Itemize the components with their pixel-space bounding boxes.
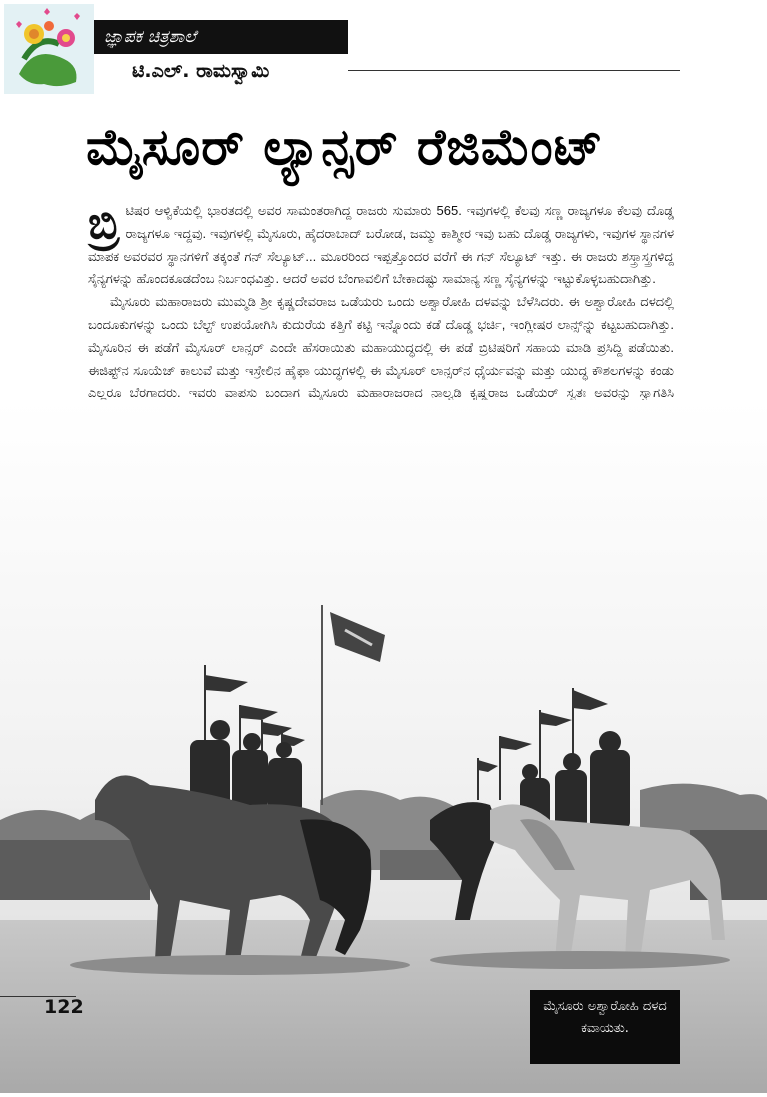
section-label: ಜ್ಞಾಪಕ ಚಿತ್ರಶಾಲೆ [94,20,348,54]
drop-cap: ಬ್ರಿ [88,199,120,248]
paragraph-1 [88,200,674,291]
flower-logo-icon [4,4,94,94]
paragraph-2: ಮೈಸೂರು ಮಹಾರಾಜರು ಮುಮ್ಮಡಿ ಶ್ರೀ ಕೃಷ್ಣದೇವರಾಜ ಒಡೆಯರು ಒಂದು ಅಶ್ವಾರೋಹಿ ದಳವನ್ನು ಬೆಳೆಸಿದರು. ಈ ಅಶ್ವಾರೋಹಿ ದಳದಲ್ಲಿ ಬಂದೂಕುಗಳನ್ನು ಒಂದು ಬೆಲ್ಟ್ ಉಪಯೋಗಿಸಿ ಕುದುರೆಯ ಕತ್ತಿಗೆ ಕಟ್ಟಿ ಇನ್ನೊಂದು ಕಡೆ ದೊಡ್ಡ ಭರ್ಚಿ, ಇಂಗ್ಲೀಷರ ಲಾನ್ಸ್‌ನ್ನು ಕಟ್ಟಬಹುದಾಗಿತ್ತು. ಮೈಸೂರಿನ ಈ ಪಡೆಗೆ ಮೈಸೂರ್ ಲಾನ್ಸರ್ ಎಂದೇ ಹೆಸರಾಯಿತು ಮಹಾಯುದ್ಧದಲ್ಲಿ ಈ ಪಡೆ ಬ್ರಿಟಿಷರಿಗೆ ಸಹಾಯ ಮಾಡಿ ಪ್ರಸಿದ್ದಿ ಪಡೆಯಿತು. ಈಜಿಪ್ಟ್‌ನ ಸೂಯೆಜ್ ಕಾಲುವೆ ಮತ್ತು ಇಸ್ರೇಲಿನ ಹೈಫಾ ಯುದ್ಧಗಳಲ್ಲಿ ಈ ಮೈಸೂರ್ ಲಾನ್ಸರ್‌ನ ಧೈರ್ಯವನ್ನು ಮತ್ತು ಯುದ್ಧ ಕೌಶಲಗಳನ್ನು ಕಂಡು ಎಲ್ಲರೂ ಬೆರಗಾದರು. ಇವರು ವಾಪಸು ಬಂದಾಗ ಮೈಸೂರು ಮಹಾರಾಜರಾದ ನಾಲ್ವಡಿ ಕೃಷ್ಣರಾಜ ಒಡೆಯರ್ ಸ್ವತಃ ಅವರನ್ನು ಸ್ವಾಗತಿಸಿ [88,294,674,401]
author-name: ಟಿ.ಎಲ್. ರಾಮಸ್ವಾಮಿ [132,60,270,82]
header-divider [348,70,680,71]
magazine-logo [4,4,94,94]
article-title: ಮೈಸೂರ್ ಲ್ಯಾನ್ಸರ್ ರೆಜಿಮೆಂಟ್ [86,118,604,176]
paragraph-1-text: ಟಿಷರ ಆಳ್ವಿಕೆಯಲ್ಲಿ ಭಾರತದಲ್ಲಿ ಅವರ ಸಾಮಂತರಾಗಿದ್ದ ರಾಜರು ಸುಮಾರು 565. ಇವುಗಳಲ್ಲಿ ಕೆಲವು ಸಣ್ಣ ರಾಜ್ಯಗಳೂ ಕೆಲವು ದೊಡ್ಡ ರಾಜ್ಯಗಳೂ ಇದ್ದವು. ಇವುಗಳಲ್ಲಿ ಮೈಸೂರು, ಹೈದರಾಬಾದ್ ಬರೋಡ, ಜಮ್ಮು ಕಾಶ್ಮೀರ ಇವು ಬಹು ದೊಡ್ಡ ರಾಜ್ಯಗಳು, ಇವುಗಳ ಸ್ಥಾನಗಳ ಮಾಪಕ ಅವರವರ ಸ್ಥಾನಗಳಿಗೆ ತಕ್ಕಂತೆ ಗನ್ ಸೆಲ್ಯೂಟ್... ಮೂರರಿಂದ ಇಪ್ಪತ್ತೊಂದರ ವರೆಗೆ ಈ ಗನ್ ಸೆಲ್ಯೂಟ್ ಇತ್ತು. ಈ ರಾಜರು ಶಸ್ತ್ರಾಸ್ತ್ರಗಳಿದ್ದ ಸೈನ್ಯಗಳನ್ನು ಹೊಂದಕೂಡದೆಂಬ ನಿರ್ಬಂಧವಿತ್ತು. ಆದರೆ ಅವರ ಬೆಂಗಾವಲಿಗೆ ಬೇಕಾದಷ್ಟು ಸಾಮಾನ್ಯ ಸಣ್ಣ ಸೈನ್ಯಗಳನ್ನು ಇಟ್ಟುಕೊಳ್ಳಬಹುದಾಗಿತ್ತು. [88,203,674,287]
photo-caption: ಮೈಸೂರು ಅಶ್ವಾರೋಹಿ ದಳದ ಕವಾಯತು. [530,990,680,1064]
page-number: 122 [44,996,84,1018]
